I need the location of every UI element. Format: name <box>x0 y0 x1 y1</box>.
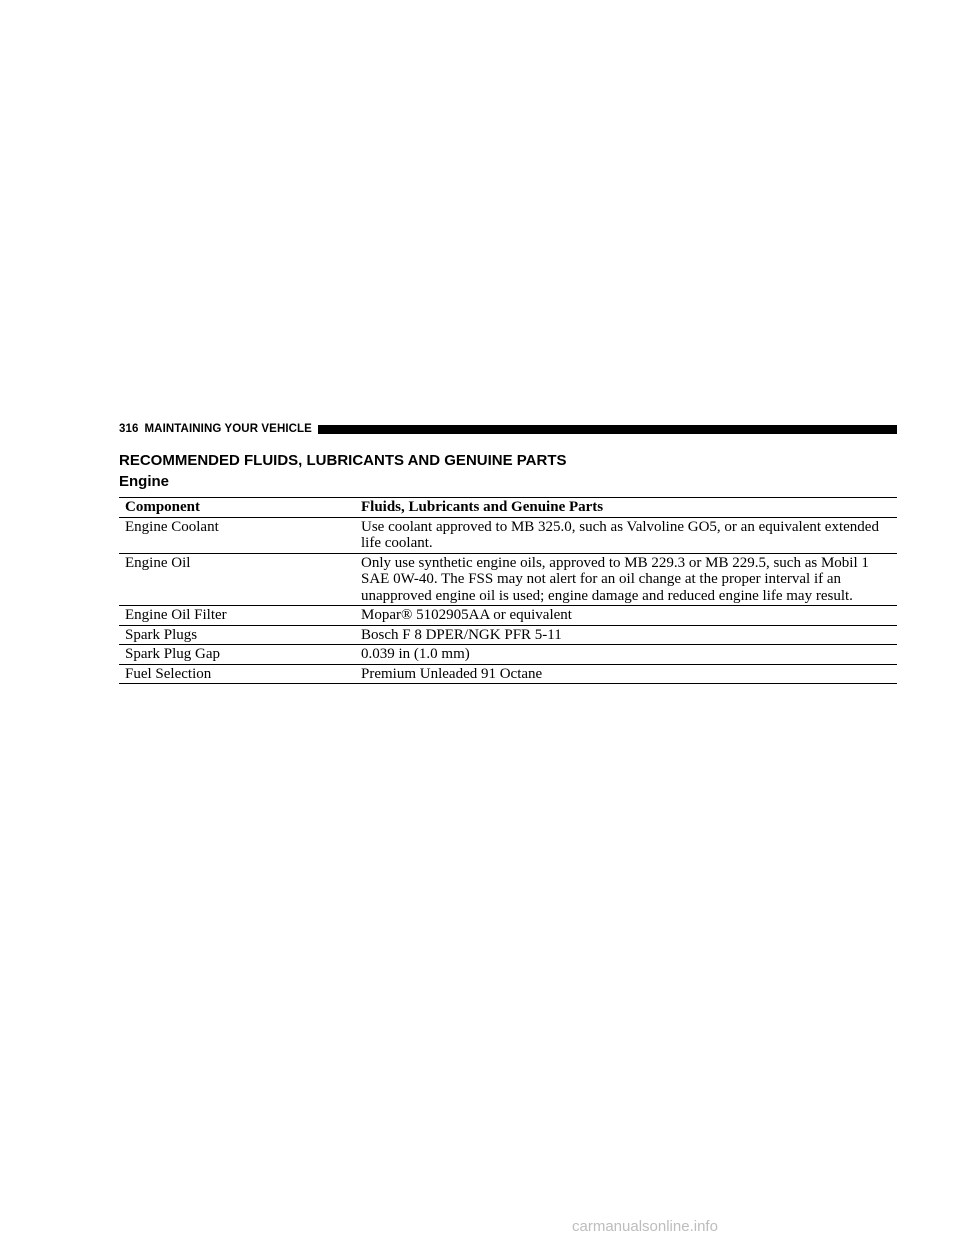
table-row <box>119 553 897 606</box>
column-header-fluids: Fluids, Lubricants and Genuine Parts <box>355 498 897 518</box>
table-row <box>119 645 897 665</box>
cell-component: Fuel Selection <box>119 664 355 684</box>
running-header <box>119 422 897 436</box>
cell-spec: 0.039 in (1.0 mm) <box>355 645 897 665</box>
cell-component: Engine Coolant <box>119 517 355 553</box>
cell-component: Engine Oil <box>119 553 355 606</box>
cell-component: Spark Plugs <box>119 625 355 645</box>
cell-spec: Use coolant approved to MB 325.0, such as Valvoline GO5, or an equivalent extended life coolant. <box>355 517 897 553</box>
header-section-title: MAINTAINING YOUR VEHICLE <box>144 423 312 435</box>
cell-spec: Premium Unleaded 91 Octane <box>355 664 897 684</box>
header-page-number: 316 <box>119 423 139 435</box>
cell-spec: Only use synthetic engine oils, approved to MB 229.3 or MB 229.5, such as Mobil 1 SAE 0W-40. The FSS may not alert for an oil change at the proper interval if an unapproved engine oil is used; engine damage and reduced engine life may result. <box>355 553 897 606</box>
cell-spec: Bosch F 8 DPER/NGK PFR 5-11 <box>355 625 897 645</box>
watermark-text: carmanualsonline.info <box>572 1218 718 1235</box>
cell-component: Spark Plug Gap <box>119 645 355 665</box>
column-header-component: Component <box>119 498 355 518</box>
fluids-table <box>119 497 897 684</box>
cell-spec: Mopar® 5102905AA or equivalent <box>355 606 897 626</box>
page-title: RECOMMENDED FLUIDS, LUBRICANTS AND GENUINE PARTS <box>119 452 567 469</box>
table-header-row <box>119 498 897 518</box>
section-subtitle: Engine <box>119 473 170 490</box>
table-row <box>119 517 897 553</box>
table-row <box>119 606 897 626</box>
header-rule-bar <box>318 425 897 434</box>
table-row <box>119 625 897 645</box>
table-row <box>119 664 897 684</box>
cell-component: Engine Oil Filter <box>119 606 355 626</box>
